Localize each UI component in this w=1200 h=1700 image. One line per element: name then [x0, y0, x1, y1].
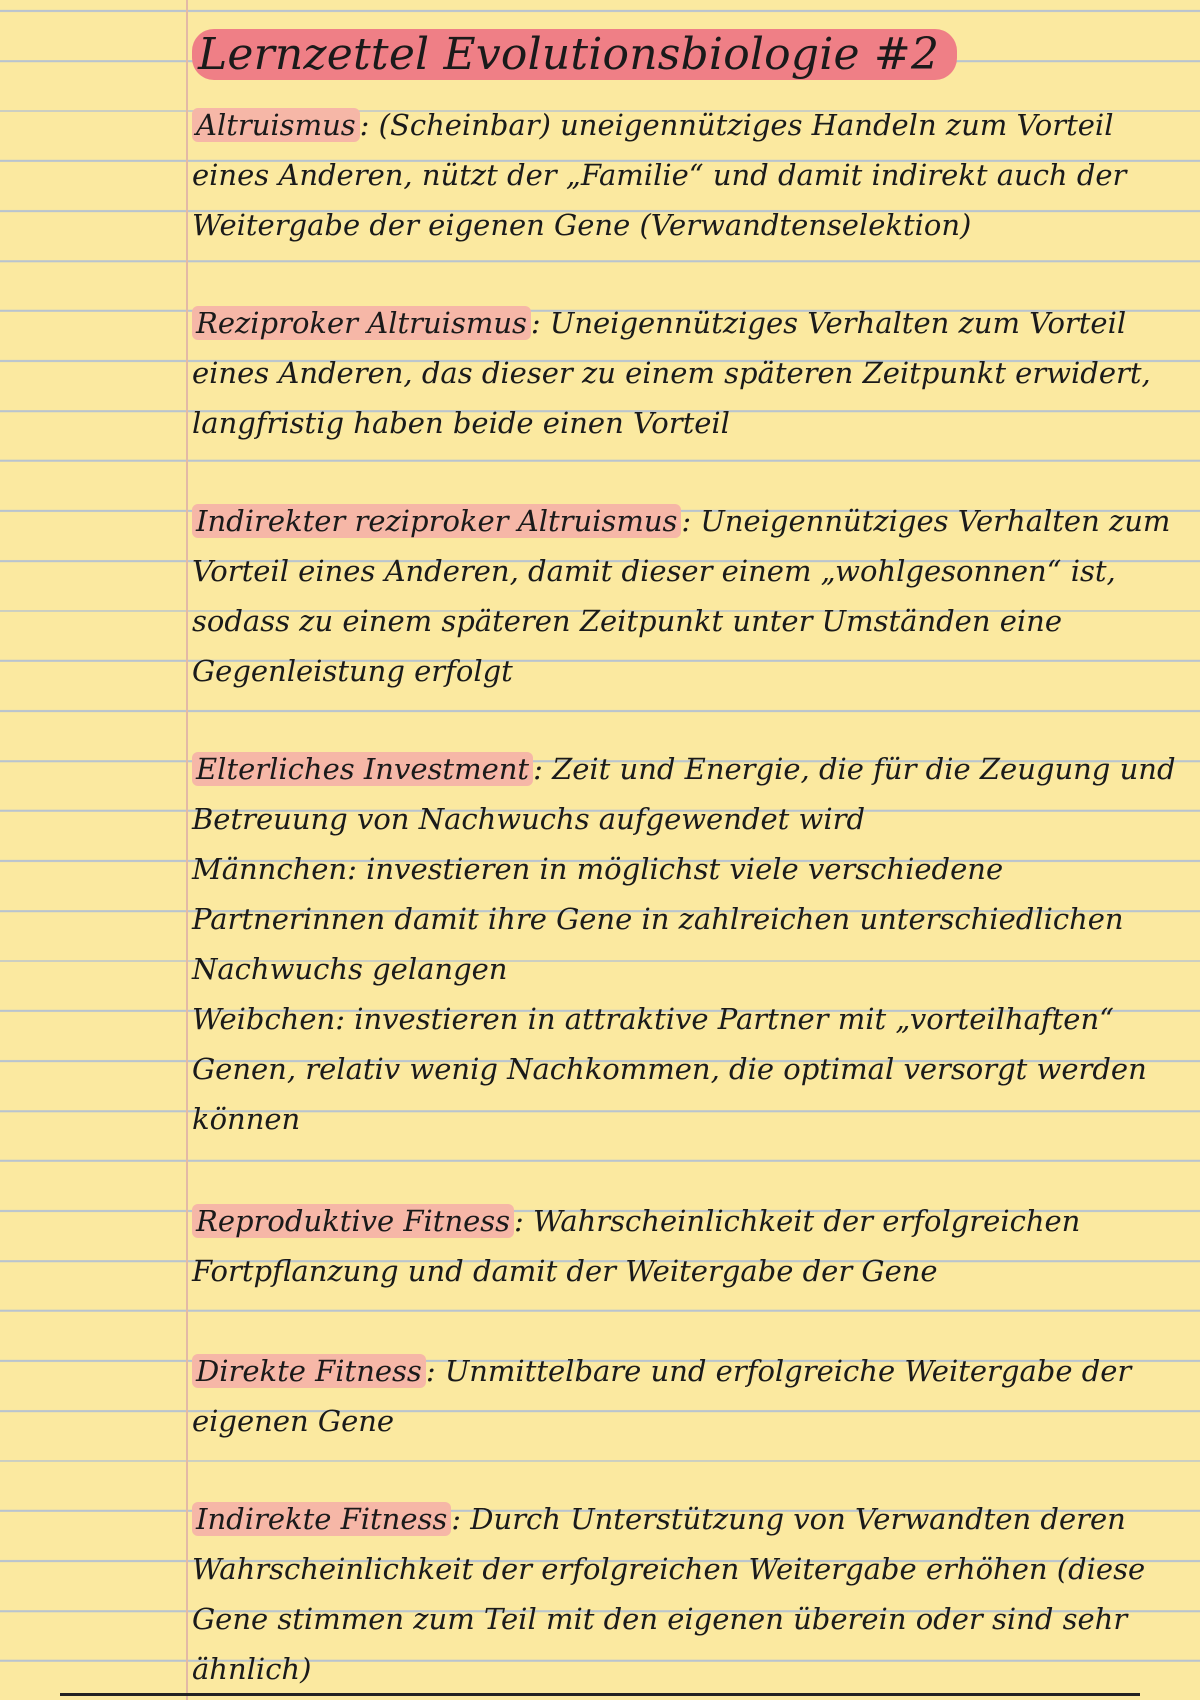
term-label: Reproduktive Fitness [192, 1204, 514, 1238]
term-separator: : [530, 306, 550, 340]
entry-altruismus [192, 100, 1182, 250]
term-separator: : [533, 752, 553, 786]
term-separator: : [681, 504, 701, 538]
entry-indirekter-reziproker-altruismus [192, 496, 1182, 696]
sub-text: investieren in attraktive Partner mit „vorteilhaften“ Genen, relativ wenig Nachkommen, die optimal versorgt werden können [192, 1002, 1147, 1136]
entry-reproduktive-fitness [192, 1196, 1182, 1296]
term-definition: Uneigennütziges Verhalten zum Vorteil eines Anderen, das dieser zu einem späteren Zeitpunkt erwidert, langfristig haben beide einen Vorteil [192, 306, 1151, 440]
term-definition: Wahrscheinlichkeit der erfolgreichen Fortpflanzung und damit der Weitergabe der Gene [192, 1204, 1081, 1288]
term-definition: Zeit und Energie, die für die Zeugung und Betreuung von Nachwuchs aufgewendet wird [192, 752, 1176, 836]
term-label: Direkte Fitness [192, 1354, 426, 1388]
term-definition: Unmittelbare und erfolgreiche Weitergabe der eigenen Gene [192, 1354, 1132, 1438]
entry-elterliches-investment [192, 744, 1182, 1144]
margin-line [186, 0, 188, 1700]
term-label: Elterliches Investment [192, 752, 533, 786]
term-definition: Uneigennütziges Verhalten zum Vorteil eines Anderen, damit dieser einem „wohlgesonnen“ ist, sodass zu einem späteren Zeitpunkt unter Umständen eine Gegenleistung erfolgt [192, 504, 1171, 688]
sub-label: Weibchen [192, 1002, 336, 1036]
page-title [192, 26, 957, 83]
term-label: Indirekter reziproker Altruismus [192, 504, 681, 538]
term-definition: (Scheinbar) uneigennütziges Handeln zum Vorteil eines Anderen, nützt der „Familie“ und damit indirekt auch der Weitergabe der eigenen Gene (Verwandtenselektion) [192, 108, 1127, 242]
term-label: Indirekte Fitness [192, 1502, 451, 1536]
sub-separator: : [335, 1002, 355, 1036]
term-label: Altruismus [192, 108, 360, 142]
sub-label: Männchen [192, 852, 348, 886]
sub-entry-weibchen [192, 994, 1182, 1144]
entry-indirekte-fitness [192, 1494, 1182, 1694]
term-definition: Durch Unterstützung von Verwandten deren Wahrscheinlichkeit der erfolgreichen Weitergabe erhöhen (diese Gene stimmen zum Teil mit den eigenen überein oder sind sehr ähnlich) [192, 1502, 1146, 1686]
bottom-rule [60, 1693, 1140, 1696]
title-highlight: Lernzettel Evolutionsbiologie #2 [192, 29, 957, 80]
term-separator: : [451, 1502, 471, 1536]
term-separator: : [514, 1204, 534, 1238]
entry-reziproker-altruismus [192, 298, 1182, 448]
sub-entry-maennchen [192, 844, 1182, 994]
term-separator: : [425, 1354, 445, 1388]
entry-direkte-fitness [192, 1346, 1182, 1446]
sub-separator: : [347, 852, 367, 886]
sub-text: investieren in möglichst viele verschiedene Partnerinnen damit ihre Gene in zahlreichen unterschiedlichen Nachwuchs gelangen [192, 852, 1124, 986]
term-separator: : [359, 108, 379, 142]
term-label: Reziproker Altruismus [192, 306, 531, 340]
